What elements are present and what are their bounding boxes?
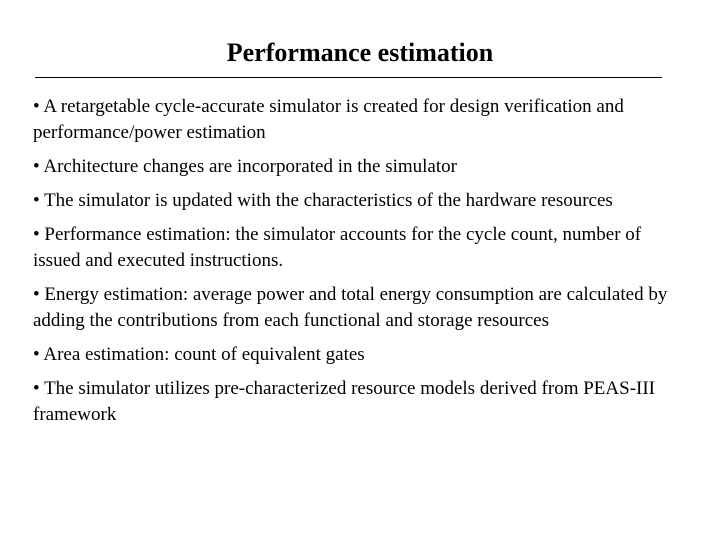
- bullet-item: [33, 94, 693, 146]
- bullet-marker: •: [33, 344, 40, 365]
- bullet-text: Area estimation: count of equivalent gates: [43, 344, 365, 365]
- bullet-marker: •: [33, 224, 40, 245]
- bullet-text: Energy estimation: average power and total energy consumption are calculated by adding the contributions from each functional and storage resources: [33, 284, 668, 331]
- bullet-item: [33, 376, 693, 428]
- bullet-item: [33, 188, 693, 214]
- bullet-marker: •: [33, 284, 40, 305]
- bullet-item: [33, 282, 693, 334]
- slide-title: Performance estimation: [226, 38, 494, 67]
- bullet-list: [33, 94, 693, 436]
- bullet-text: The simulator utilizes pre-characterized resource models derived from PEAS-III framework: [33, 378, 656, 425]
- title-divider: [35, 77, 662, 78]
- bullet-item: [33, 222, 693, 274]
- bullet-text: The simulator is updated with the characteristics of the hardware resources: [44, 190, 613, 211]
- bullet-marker: •: [33, 156, 40, 177]
- bullet-marker: •: [33, 190, 40, 211]
- bullet-marker: •: [33, 96, 40, 117]
- bullet-marker: •: [33, 378, 40, 399]
- bullet-item: [33, 342, 693, 368]
- bullet-text: Performance estimation: the simulator accounts for the cycle count, number of issued and executed instructions.: [33, 224, 642, 271]
- bullet-item: [33, 154, 693, 180]
- bullet-text: A retargetable cycle-accurate simulator is created for design verification and performance/power estimation: [33, 96, 624, 143]
- bullet-text: Architecture changes are incorporated in the simulator: [43, 156, 457, 177]
